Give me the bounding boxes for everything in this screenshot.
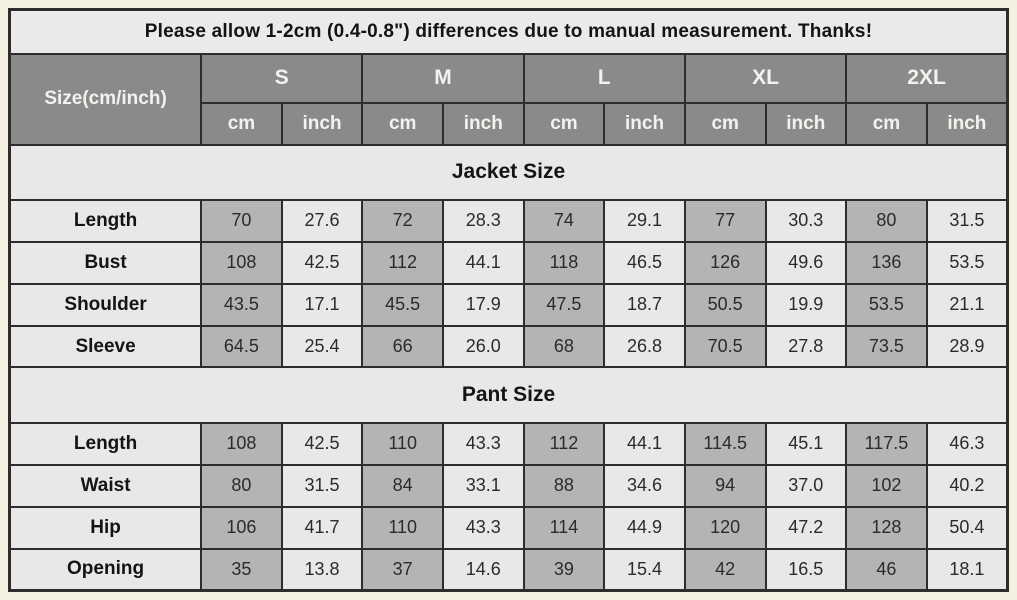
inch-value: 41.7 [282,507,363,549]
inch-value: 45.1 [766,423,847,465]
table-row [10,465,1008,507]
inch-value: 31.5 [927,200,1008,242]
row-label: Hip [10,507,202,549]
inch-value: 30.3 [766,200,847,242]
unit-header-m-cm: cm [362,103,443,145]
cm-value: 73.5 [846,326,927,368]
size-header-2xl: 2XL [846,54,1007,103]
inch-value: 17.9 [443,284,524,326]
unit-header-xl-inch: inch [766,103,847,145]
inch-value: 25.4 [282,326,363,368]
inch-value: 16.5 [766,549,847,591]
cm-value: 64.5 [201,326,282,368]
size-header-m: M [362,54,523,103]
unit-header-2xl-inch: inch [927,103,1008,145]
cm-value: 108 [201,423,282,465]
cm-value: 47.5 [524,284,605,326]
cm-value: 35 [201,549,282,591]
table-row [10,242,1008,284]
cm-value: 42 [685,549,766,591]
cm-value: 118 [524,242,605,284]
inch-value: 27.6 [282,200,363,242]
cm-value: 66 [362,326,443,368]
inch-value: 53.5 [927,242,1008,284]
inch-value: 26.0 [443,326,524,368]
inch-value: 40.2 [927,465,1008,507]
cm-value: 120 [685,507,766,549]
cm-value: 126 [685,242,766,284]
table-row [10,326,1008,368]
cm-value: 37 [362,549,443,591]
cm-value: 68 [524,326,605,368]
row-label: Bust [10,242,202,284]
inch-value: 28.3 [443,200,524,242]
size-header-l: L [524,54,685,103]
cm-value: 70 [201,200,282,242]
inch-value: 37.0 [766,465,847,507]
inch-value: 44.1 [443,242,524,284]
section-row [10,367,1008,422]
unit-header-s-cm: cm [201,103,282,145]
unit-header-l-cm: cm [524,103,605,145]
inch-value: 47.2 [766,507,847,549]
inch-value: 46.5 [604,242,685,284]
inch-value: 13.8 [282,549,363,591]
cm-value: 77 [685,200,766,242]
cm-value: 128 [846,507,927,549]
inch-value: 29.1 [604,200,685,242]
cm-value: 80 [846,200,927,242]
inch-value: 50.4 [927,507,1008,549]
inch-value: 19.9 [766,284,847,326]
cm-value: 136 [846,242,927,284]
inch-value: 21.1 [927,284,1008,326]
banner-row [10,10,1008,54]
cm-value: 80 [201,465,282,507]
row-label: Opening [10,549,202,591]
table-row [10,284,1008,326]
unit-header-s-inch: inch [282,103,363,145]
inch-value: 31.5 [282,465,363,507]
inch-value: 18.7 [604,284,685,326]
row-label: Length [10,423,202,465]
cm-value: 112 [362,242,443,284]
table-row [10,549,1008,591]
cm-value: 112 [524,423,605,465]
section-title: Jacket Size [10,145,1008,200]
size-chart-table [8,8,1009,592]
cm-value: 72 [362,200,443,242]
table-row [10,423,1008,465]
section-title: Pant Size [10,367,1008,422]
cm-value: 117.5 [846,423,927,465]
cm-value: 70.5 [685,326,766,368]
cm-value: 110 [362,423,443,465]
inch-value: 34.6 [604,465,685,507]
cm-value: 39 [524,549,605,591]
cm-value: 114.5 [685,423,766,465]
inch-value: 44.9 [604,507,685,549]
inch-value: 14.6 [443,549,524,591]
section-row [10,145,1008,200]
inch-value: 43.3 [443,423,524,465]
unit-header-m-inch: inch [443,103,524,145]
inch-value: 15.4 [604,549,685,591]
cm-value: 114 [524,507,605,549]
cm-value: 43.5 [201,284,282,326]
unit-header-2xl-cm: cm [846,103,927,145]
cm-value: 88 [524,465,605,507]
cm-value: 110 [362,507,443,549]
inch-value: 42.5 [282,242,363,284]
inch-value: 27.8 [766,326,847,368]
inch-value: 26.8 [604,326,685,368]
cm-value: 46 [846,549,927,591]
inch-value: 44.1 [604,423,685,465]
inch-value: 18.1 [927,549,1008,591]
cm-value: 106 [201,507,282,549]
row-label: Length [10,200,202,242]
cm-value: 50.5 [685,284,766,326]
row-label: Shoulder [10,284,202,326]
cm-value: 53.5 [846,284,927,326]
unit-header-xl-cm: cm [685,103,766,145]
cm-value: 108 [201,242,282,284]
size-header-xl: XL [685,54,846,103]
cm-value: 45.5 [362,284,443,326]
corner-header: Size(cm/inch) [10,54,202,145]
row-label: Sleeve [10,326,202,368]
measurement-note: Please allow 1-2cm (0.4-0.8") differences due to manual measurement. Thanks! [10,10,1008,54]
inch-value: 28.9 [927,326,1008,368]
row-label: Waist [10,465,202,507]
inch-value: 49.6 [766,242,847,284]
table-row [10,200,1008,242]
size-header-row [10,54,1008,103]
unit-header-l-inch: inch [604,103,685,145]
inch-value: 46.3 [927,423,1008,465]
inch-value: 42.5 [282,423,363,465]
cm-value: 102 [846,465,927,507]
cm-value: 84 [362,465,443,507]
inch-value: 17.1 [282,284,363,326]
inch-value: 33.1 [443,465,524,507]
size-header-s: S [201,54,362,103]
table-row [10,507,1008,549]
inch-value: 43.3 [443,507,524,549]
cm-value: 74 [524,200,605,242]
cm-value: 94 [685,465,766,507]
